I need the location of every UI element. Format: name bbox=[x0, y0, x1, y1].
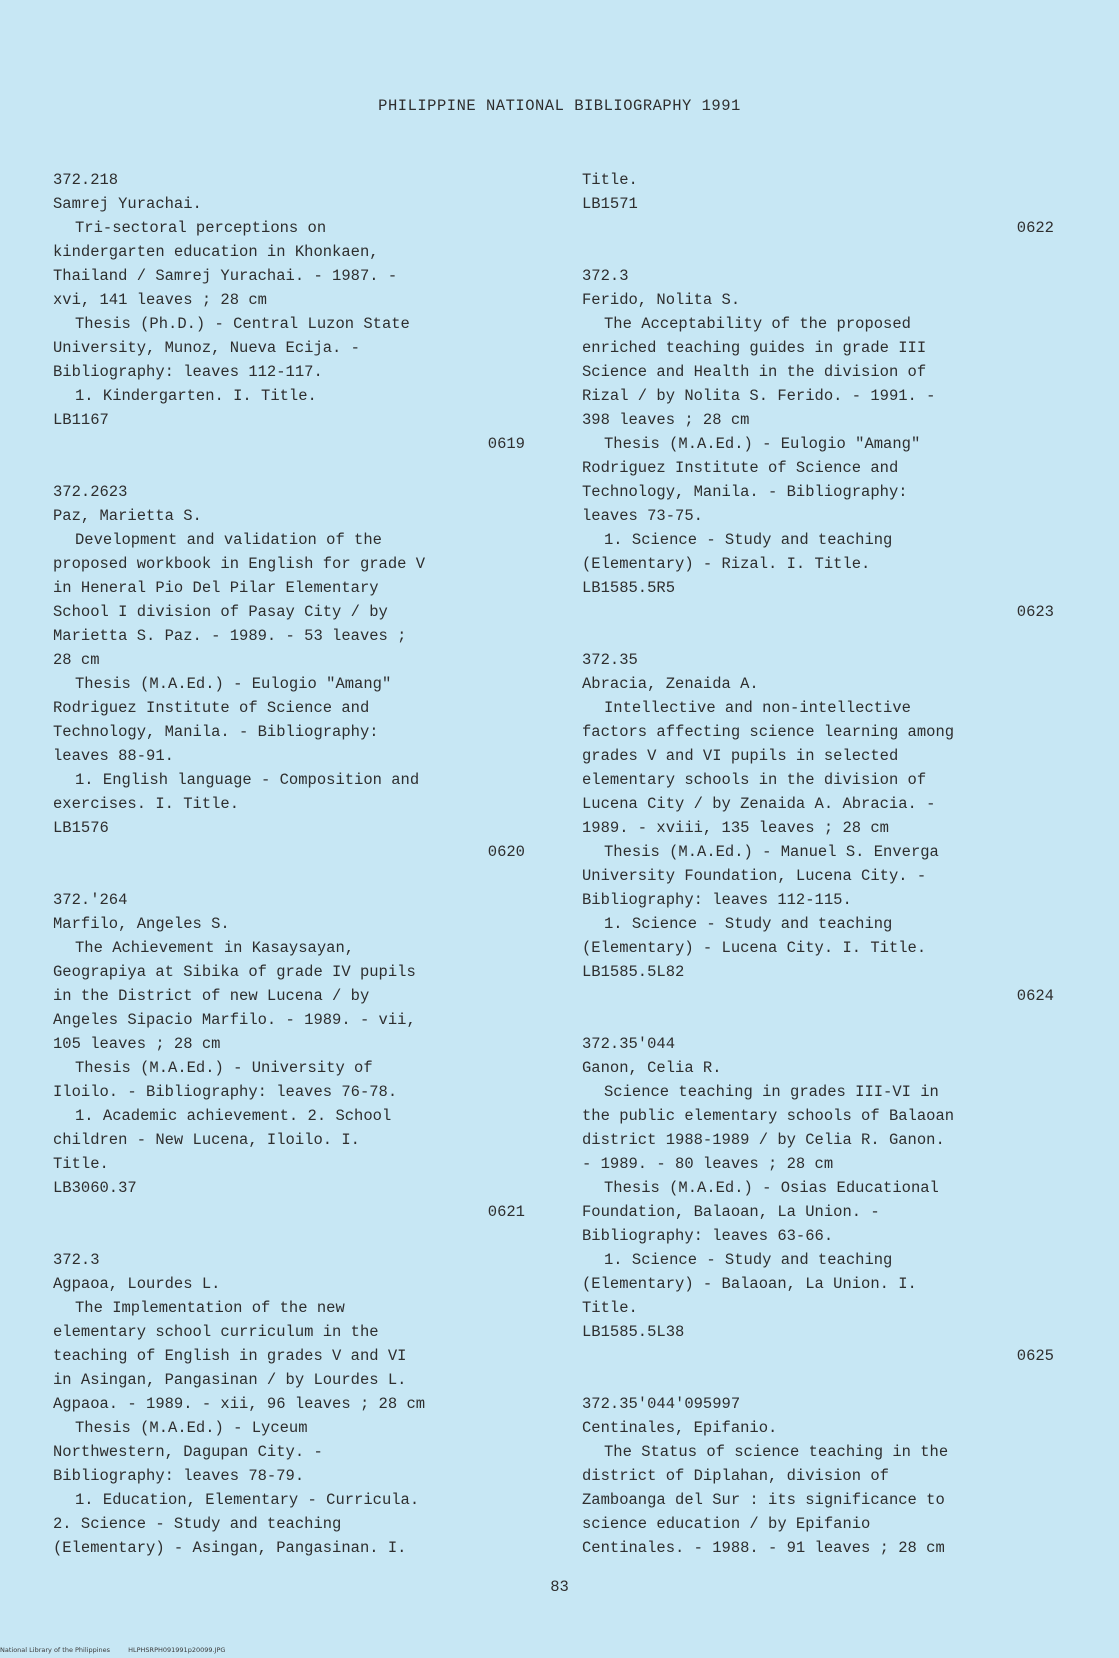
entry-line: Bibliography: leaves 63-66. bbox=[582, 1227, 834, 1245]
entry-line: Technology, Manila. - Bibliography: bbox=[582, 483, 908, 501]
entry-line: 28 cm bbox=[53, 651, 100, 669]
entry-line bbox=[582, 1008, 1072, 1032]
entry-line: Bibliography: leaves 78-79. bbox=[53, 1467, 305, 1485]
entry-line: University, Munoz, Nueva Ecija. - bbox=[53, 339, 360, 357]
entry-line: xvi, 141 leaves ; 28 cm bbox=[53, 291, 267, 309]
entry-line: LB1585.5L82 bbox=[582, 963, 685, 981]
entry-line: Intellective and non-intellective bbox=[604, 699, 911, 717]
entry-line bbox=[582, 240, 1072, 264]
entry-number: 0621 bbox=[487, 1203, 525, 1221]
entry-line: 1. Education, Elementary - Curricula. bbox=[75, 1491, 420, 1509]
entry-line: 1. Science - Study and teaching bbox=[604, 531, 893, 549]
entry-line: in Heneral Pio Del Pilar Elementary bbox=[53, 579, 379, 597]
entry-number: 0622 bbox=[1016, 219, 1054, 237]
entry-line: Lucena City / by Zenaida A. Abracia. - bbox=[582, 795, 936, 813]
entry-line: Bibliography: leaves 112-117. bbox=[53, 363, 323, 381]
entry-line: (Elementary) - Balaoan, La Union. I. bbox=[582, 1275, 917, 1293]
entry-line: elementary school curriculum in the bbox=[53, 1323, 379, 1341]
entry-line: district 1988-1989 / by Celia R. Ganon. bbox=[582, 1131, 945, 1149]
entry-line: Centinales, Epifanio. bbox=[582, 1419, 778, 1437]
entry-line: Thesis (M.A.Ed.) - Manuel S. Enverga bbox=[604, 843, 939, 861]
entry-line: LB1167 bbox=[53, 411, 109, 429]
entry-line: 1989. - xviii, 135 leaves ; 28 cm bbox=[582, 819, 889, 837]
entry-line: Title. bbox=[582, 1299, 638, 1317]
entry-number: 0624 bbox=[1016, 987, 1054, 1005]
entry-line: Thesis (M.A.Ed.) - Lyceum bbox=[75, 1419, 308, 1437]
entry-line: Development and validation of the bbox=[75, 531, 382, 549]
entry-line: 105 leaves ; 28 cm bbox=[53, 1035, 221, 1053]
entry-line: leaves 88-91. bbox=[53, 747, 174, 765]
entry-line: Science and Health in the division of bbox=[582, 363, 927, 381]
entry-line: kindergarten education in Khonkaen, bbox=[53, 243, 379, 261]
entry-line: 398 leaves ; 28 cm bbox=[582, 411, 750, 429]
entry-line bbox=[53, 456, 543, 480]
entry-line: in Asingan, Pangasinan / by Lourdes L. bbox=[53, 1371, 407, 1389]
right-column bbox=[582, 168, 1072, 1560]
entry-line: Angeles Sipacio Marfilo. - 1989. - vii, bbox=[53, 1011, 416, 1029]
entry-number: 0619 bbox=[487, 435, 525, 453]
entry-line: grades V and VI pupils in selected bbox=[582, 747, 899, 765]
footer-file: HLPHSRPH091991p20099.JPG bbox=[128, 1646, 226, 1654]
entry-line: LB3060.37 bbox=[53, 1179, 137, 1197]
entry-line bbox=[53, 864, 543, 888]
entry-line: enriched teaching guides in grade III bbox=[582, 339, 927, 357]
entry-line: in the District of new Lucena / by bbox=[53, 987, 370, 1005]
entry-line: Geograpiya at Sibika of grade IV pupils bbox=[53, 963, 416, 981]
entry-line: Rodriguez Institute of Science and bbox=[53, 699, 370, 717]
entry-line: Abracia, Zenaida A. bbox=[582, 675, 759, 693]
entry-line: Marietta S. Paz. - 1989. - 53 leaves ; bbox=[53, 627, 407, 645]
entry-line: Agpaoa, Lourdes L. bbox=[53, 1275, 221, 1293]
entry-line: The Achievement in Kasaysayan, bbox=[75, 939, 355, 957]
entry-line: 1. Kindergarten. I. Title. bbox=[75, 387, 317, 405]
entry-line: LB1585.5R5 bbox=[582, 579, 676, 597]
entry-line bbox=[582, 624, 1072, 648]
entry-line: Northwestern, Dagupan City. - bbox=[53, 1443, 323, 1461]
entry-line bbox=[53, 1224, 543, 1248]
entry-line: 372.2623 bbox=[53, 483, 128, 501]
entry-line: 372.'264 bbox=[53, 891, 128, 909]
entry-line: 372.35'044 bbox=[582, 1035, 676, 1053]
entry-line: exercises. I. Title. bbox=[53, 795, 240, 813]
entry-line bbox=[582, 1368, 1072, 1392]
entry-line: The Acceptability of the proposed bbox=[604, 315, 911, 333]
entry-line: Bibliography: leaves 112-115. bbox=[582, 891, 852, 909]
entry-line: Iloilo. - Bibliography: leaves 76-78. bbox=[53, 1083, 398, 1101]
entry-line: 1. English language - Composition and bbox=[75, 771, 420, 789]
left-column bbox=[53, 168, 543, 1560]
entry-line: Tri-sectoral perceptions on bbox=[75, 219, 327, 237]
entry-line: Thesis (Ph.D.) - Central Luzon State bbox=[75, 315, 410, 333]
entry-line: 372.3 bbox=[582, 267, 629, 285]
entry-line: Centinales. - 1988. - 91 leaves ; 28 cm bbox=[582, 1539, 945, 1557]
entry-line: 1. Academic achievement. 2. School bbox=[75, 1107, 392, 1125]
entry-line: Foundation, Balaoan, La Union. - bbox=[582, 1203, 880, 1221]
entry-line: Ganon, Celia R. bbox=[582, 1059, 722, 1077]
entry-line: Thailand / Samrej Yurachai. - 1987. - bbox=[53, 267, 398, 285]
entry-number: 0625 bbox=[1016, 1347, 1054, 1365]
entry-number: 0623 bbox=[1016, 603, 1054, 621]
footer-library: National Library of the Philippines bbox=[0, 1646, 111, 1654]
entry-line: Marfilo, Angeles S. bbox=[53, 915, 230, 933]
entry-line: the public elementary schools of Balaoan bbox=[582, 1107, 955, 1125]
entry-line: Ferido, Nolita S. bbox=[582, 291, 741, 309]
entry-line: (Elementary) - Rizal. I. Title. bbox=[582, 555, 871, 573]
entry-line: 2. Science - Study and teaching bbox=[53, 1515, 342, 1533]
entry-line: Technology, Manila. - Bibliography: bbox=[53, 723, 379, 741]
entry-line: Thesis (M.A.Ed.) - Osias Educational bbox=[604, 1179, 939, 1197]
entry-line: Science teaching in grades III-VI in bbox=[604, 1083, 939, 1101]
entry-line: University Foundation, Lucena City. - bbox=[582, 867, 927, 885]
entry-number: 0620 bbox=[487, 843, 525, 861]
entry-line: Title. bbox=[582, 171, 638, 189]
entry-line: 1. Science - Study and teaching bbox=[604, 1251, 893, 1269]
entry-line: elementary schools in the division of bbox=[582, 771, 927, 789]
entry-line: LB1571 bbox=[582, 195, 638, 213]
entry-line: 372.35 bbox=[582, 651, 638, 669]
entry-line: Title. bbox=[53, 1155, 109, 1173]
entry-line: Samrej Yurachai. bbox=[53, 195, 202, 213]
entry-line: 372.35'044'095997 bbox=[582, 1395, 741, 1413]
entry-line: (Elementary) - Lucena City. I. Title. bbox=[582, 939, 927, 957]
entry-line: 1. Science - Study and teaching bbox=[604, 915, 893, 933]
entry-line: children - New Lucena, Iloilo. I. bbox=[53, 1131, 360, 1149]
entry-line: - 1989. - 80 leaves ; 28 cm bbox=[582, 1155, 834, 1173]
entry-line: factors affecting science learning among bbox=[582, 723, 955, 741]
entry-line: teaching of English in grades V and VI bbox=[53, 1347, 407, 1365]
entry-line: science education / by Epifanio bbox=[582, 1515, 871, 1533]
entry-line: Agpaoa. - 1989. - xii, 96 leaves ; 28 cm bbox=[53, 1395, 426, 1413]
entry-line: proposed workbook in English for grade V bbox=[53, 555, 426, 573]
scan-footer bbox=[0, 1646, 241, 1654]
entry-line: Thesis (M.A.Ed.) - Eulogio "Amang" bbox=[75, 675, 392, 693]
entry-line: leaves 73-75. bbox=[582, 507, 703, 525]
entry-line: School I division of Pasay City / by bbox=[53, 603, 388, 621]
entry-line: Thesis (M.A.Ed.) - University of bbox=[75, 1059, 373, 1077]
entry-line: Zamboanga del Sur : its significance to bbox=[582, 1491, 945, 1509]
entry-line: 372.218 bbox=[53, 171, 119, 189]
entry-line: LB1585.5L38 bbox=[582, 1323, 685, 1341]
entry-line: Rodriguez Institute of Science and bbox=[582, 459, 899, 477]
entry-line: 372.3 bbox=[53, 1251, 100, 1269]
entry-line: Paz, Marietta S. bbox=[53, 507, 202, 525]
page-title: PHILIPPINE NATIONAL BIBLIOGRAPHY 1991 bbox=[378, 97, 741, 115]
entry-line: LB1576 bbox=[53, 819, 109, 837]
page-number: 83 bbox=[550, 1578, 569, 1596]
entry-line: (Elementary) - Asingan, Pangasinan. I. bbox=[53, 1539, 407, 1557]
entry-line: Rizal / by Nolita S. Ferido. - 1991. - bbox=[582, 387, 936, 405]
entry-line: The Status of science teaching in the bbox=[604, 1443, 949, 1461]
entry-line: Thesis (M.A.Ed.) - Eulogio "Amang" bbox=[604, 435, 921, 453]
entry-line: The Implementation of the new bbox=[75, 1299, 345, 1317]
entry-line: district of Diplahan, division of bbox=[582, 1467, 889, 1485]
